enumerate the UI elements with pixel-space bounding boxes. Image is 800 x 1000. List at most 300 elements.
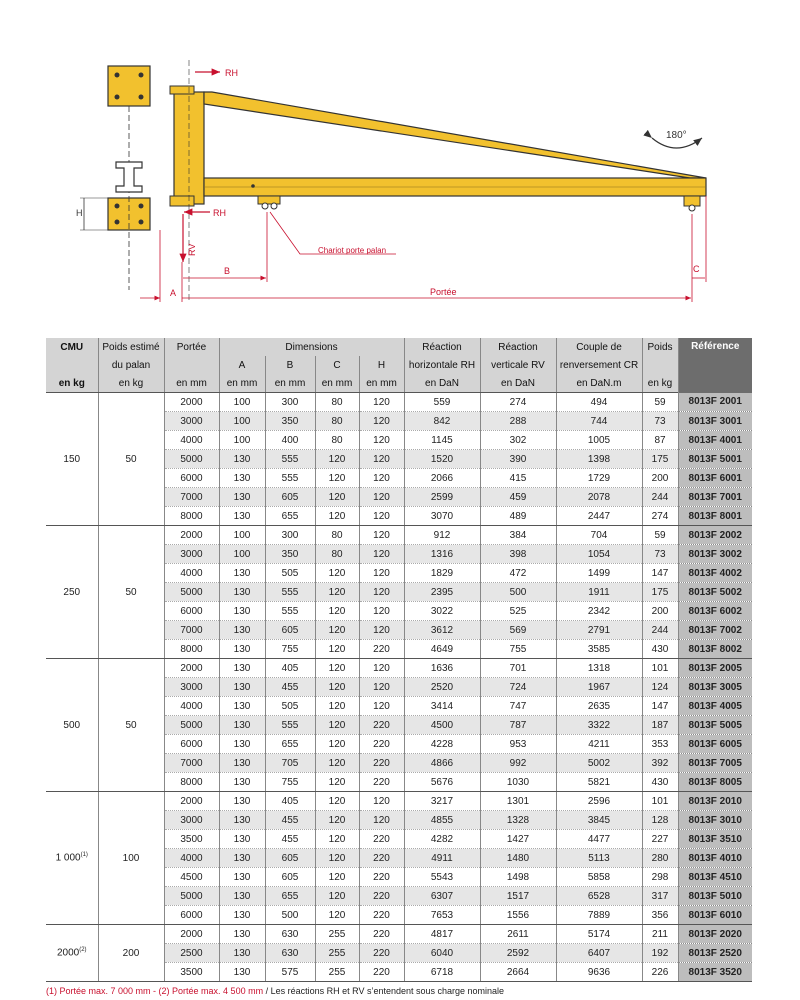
hdr-rh-2: horizontale RH [404, 356, 480, 374]
cell-h: 220 [359, 735, 404, 754]
cell-rv: 302 [480, 431, 556, 450]
cell-rh: 3022 [404, 602, 480, 621]
cell-poids-palan: 200 [98, 925, 164, 982]
cell-cmu [46, 393, 98, 526]
cell-a: 130 [219, 564, 265, 583]
cell-reference: 8013F 3002 [678, 545, 752, 564]
hdr-a-unit: en mm [219, 374, 265, 393]
cell-rv: 2611 [480, 925, 556, 944]
cell-poids: 124 [642, 678, 678, 697]
cell-rv: 415 [480, 469, 556, 488]
cell-portee: 2000 [164, 526, 219, 545]
cell-cr: 5174 [556, 925, 642, 944]
cell-a: 130 [219, 583, 265, 602]
cell-rh: 912 [404, 526, 480, 545]
cell-a: 130 [219, 735, 265, 754]
cell-rv: 2592 [480, 944, 556, 963]
cell-reference: 8013F 8001 [678, 507, 752, 526]
cell-b: 455 [265, 678, 315, 697]
cell-poids: 298 [642, 868, 678, 887]
cell-portee: 7000 [164, 621, 219, 640]
cell-rh: 4500 [404, 716, 480, 735]
cell-rh: 4911 [404, 849, 480, 868]
cell-rv: 384 [480, 526, 556, 545]
cell-cr: 5113 [556, 849, 642, 868]
cell-cr: 2342 [556, 602, 642, 621]
cell-poids: 87 [642, 431, 678, 450]
cell-portee: 3000 [164, 811, 219, 830]
cell-a: 130 [219, 621, 265, 640]
cell-h: 120 [359, 811, 404, 830]
cell-a: 130 [219, 906, 265, 925]
hdr-h-unit: en mm [359, 374, 404, 393]
cell-rv: 787 [480, 716, 556, 735]
cell-poids: 59 [642, 393, 678, 412]
cell-portee: 5000 [164, 887, 219, 906]
cell-a: 100 [219, 526, 265, 545]
cell-portee: 7000 [164, 488, 219, 507]
cell-a: 130 [219, 963, 265, 982]
cell-cr: 5821 [556, 773, 642, 792]
cell-h: 120 [359, 412, 404, 431]
cell-reference: 8013F 2520 [678, 944, 752, 963]
hdr-c-unit: en mm [315, 374, 359, 393]
cell-portee: 2000 [164, 659, 219, 678]
cell-rv: 701 [480, 659, 556, 678]
cell-b: 555 [265, 602, 315, 621]
cell-a: 130 [219, 944, 265, 963]
cell-poids: 175 [642, 583, 678, 602]
hdr-b: B [265, 356, 315, 374]
label-chariot: Chariot porte palan [318, 246, 387, 255]
cell-a: 130 [219, 811, 265, 830]
hdr-cr-2: renversement CR [556, 356, 642, 374]
table-row [46, 925, 752, 944]
cell-b: 555 [265, 583, 315, 602]
cell-rv: 500 [480, 583, 556, 602]
cell-h: 120 [359, 545, 404, 564]
cell-reference: 8013F 7002 [678, 621, 752, 640]
cell-reference: 8013F 3005 [678, 678, 752, 697]
cell-poids: 73 [642, 545, 678, 564]
cell-cr: 2596 [556, 792, 642, 811]
cell-reference: 8013F 8005 [678, 773, 752, 792]
cell-rh: 2520 [404, 678, 480, 697]
cell-reference: 8013F 6002 [678, 602, 752, 621]
cell-h: 220 [359, 830, 404, 849]
cell-c: 120 [315, 602, 359, 621]
cell-c: 120 [315, 830, 359, 849]
cell-c: 120 [315, 849, 359, 868]
hdr-cr-unit: en DaN.m [556, 374, 642, 393]
cell-b: 405 [265, 792, 315, 811]
cell-rv: 1517 [480, 887, 556, 906]
cell-cr: 5858 [556, 868, 642, 887]
cell-b: 555 [265, 716, 315, 735]
cell-poids: 274 [642, 507, 678, 526]
cell-cmu [46, 925, 98, 982]
cell-cr: 4211 [556, 735, 642, 754]
cell-rh: 4228 [404, 735, 480, 754]
cell-cr: 3585 [556, 640, 642, 659]
cell-rh: 559 [404, 393, 480, 412]
cell-b: 575 [265, 963, 315, 982]
cell-h: 220 [359, 716, 404, 735]
cell-poids: 430 [642, 773, 678, 792]
cell-reference: 8013F 8002 [678, 640, 752, 659]
cell-portee: 4000 [164, 431, 219, 450]
cell-b: 705 [265, 754, 315, 773]
hdr-c: C [315, 356, 359, 374]
cell-c: 120 [315, 906, 359, 925]
cell-h: 220 [359, 887, 404, 906]
cell-rh: 1145 [404, 431, 480, 450]
cell-b: 350 [265, 412, 315, 431]
cell-a: 100 [219, 545, 265, 564]
cell-rh: 842 [404, 412, 480, 431]
cell-poids: 147 [642, 564, 678, 583]
cell-cr: 2635 [556, 697, 642, 716]
cell-c: 120 [315, 811, 359, 830]
label-b: B [224, 266, 231, 276]
cell-reference: 8013F 4010 [678, 849, 752, 868]
hdr-h: H [359, 356, 404, 374]
cell-a: 130 [219, 469, 265, 488]
cell-rv: 459 [480, 488, 556, 507]
cell-b: 605 [265, 849, 315, 868]
cell-cr: 6528 [556, 887, 642, 906]
cell-a: 130 [219, 659, 265, 678]
cell-rh: 3414 [404, 697, 480, 716]
hdr-a: A [219, 356, 265, 374]
cell-rh: 7653 [404, 906, 480, 925]
cell-b: 505 [265, 697, 315, 716]
cell-reference: 8013F 4005 [678, 697, 752, 716]
cell-a: 130 [219, 754, 265, 773]
hdr-poids-unit: en kg [642, 374, 678, 393]
cell-poids: 175 [642, 450, 678, 469]
hdr-rv: Réaction [480, 338, 556, 356]
cell-cr: 1005 [556, 431, 642, 450]
cell-rh: 6307 [404, 887, 480, 906]
cell-rh: 3612 [404, 621, 480, 640]
table-row [46, 792, 752, 811]
cell-cr: 704 [556, 526, 642, 545]
cell-a: 130 [219, 716, 265, 735]
cell-poids: 392 [642, 754, 678, 773]
jib-crane-diagram [0, 0, 800, 330]
cell-c: 120 [315, 792, 359, 811]
cell-rv: 953 [480, 735, 556, 754]
cell-poids-palan: 50 [98, 526, 164, 659]
cell-h: 120 [359, 469, 404, 488]
cell-c: 255 [315, 925, 359, 944]
cell-cr: 744 [556, 412, 642, 431]
cmu-note: (2) [79, 947, 87, 954]
cell-reference: 8013F 6010 [678, 906, 752, 925]
cell-portee: 4500 [164, 868, 219, 887]
cell-portee: 6000 [164, 735, 219, 754]
cell-a: 130 [219, 868, 265, 887]
cell-rv: 1030 [480, 773, 556, 792]
cell-c: 120 [315, 735, 359, 754]
hdr-rh: Réaction [404, 338, 480, 356]
cell-rv: 1480 [480, 849, 556, 868]
cell-poids: 244 [642, 488, 678, 507]
cell-portee: 8000 [164, 640, 219, 659]
cell-h: 220 [359, 906, 404, 925]
cell-cr: 1318 [556, 659, 642, 678]
cell-portee: 4000 [164, 564, 219, 583]
cell-a: 130 [219, 830, 265, 849]
cell-c: 255 [315, 944, 359, 963]
cell-b: 605 [265, 488, 315, 507]
cell-b: 555 [265, 469, 315, 488]
cell-reference: 8013F 7005 [678, 754, 752, 773]
table-row [46, 393, 752, 412]
cell-rv: 569 [480, 621, 556, 640]
cell-a: 130 [219, 602, 265, 621]
cell-cr: 1398 [556, 450, 642, 469]
cell-poids: 211 [642, 925, 678, 944]
cell-h: 120 [359, 488, 404, 507]
cmu-value: 500 [63, 719, 81, 731]
cell-rv: 1328 [480, 811, 556, 830]
cell-reference: 8013F 6001 [678, 469, 752, 488]
cell-poids: 430 [642, 640, 678, 659]
cell-c: 120 [315, 469, 359, 488]
cell-cr: 3845 [556, 811, 642, 830]
cell-c: 120 [315, 887, 359, 906]
cell-cr: 3322 [556, 716, 642, 735]
cell-b: 605 [265, 621, 315, 640]
cell-rv: 1301 [480, 792, 556, 811]
cell-reference: 8013F 3510 [678, 830, 752, 849]
cell-rh: 2066 [404, 469, 480, 488]
cell-h: 120 [359, 792, 404, 811]
hdr-cmu-unit: en kg [46, 374, 98, 393]
cell-rh: 5543 [404, 868, 480, 887]
cell-portee: 6000 [164, 602, 219, 621]
cell-rv: 755 [480, 640, 556, 659]
footnote [46, 986, 766, 996]
hdr-dimensions: Dimensions [219, 338, 404, 356]
label-rotation: 180° [666, 130, 687, 141]
cell-rh: 4866 [404, 754, 480, 773]
cell-rh: 3217 [404, 792, 480, 811]
cmu-value: 150 [63, 453, 81, 465]
cell-h: 120 [359, 507, 404, 526]
cell-h: 120 [359, 697, 404, 716]
cell-h: 220 [359, 754, 404, 773]
cell-c: 120 [315, 488, 359, 507]
cell-b: 755 [265, 773, 315, 792]
cell-cmu [46, 659, 98, 792]
hdr-poids-palan: Poids estimé [98, 338, 164, 356]
cell-reference: 8013F 5005 [678, 716, 752, 735]
cell-b: 300 [265, 526, 315, 545]
cell-portee: 3000 [164, 545, 219, 564]
cell-reference: 8013F 2020 [678, 925, 752, 944]
cell-portee: 2000 [164, 792, 219, 811]
cell-cr: 7889 [556, 906, 642, 925]
cell-c: 80 [315, 431, 359, 450]
footnote-reactions: / Les réactions RH et RV s’entendent sous charge nominale [263, 986, 505, 996]
cell-rh: 1829 [404, 564, 480, 583]
cell-a: 130 [219, 887, 265, 906]
cell-rh: 1636 [404, 659, 480, 678]
table-row [46, 526, 752, 545]
hdr-portee: Portée [164, 338, 219, 356]
cell-rv: 992 [480, 754, 556, 773]
cell-rv: 274 [480, 393, 556, 412]
cell-a: 130 [219, 925, 265, 944]
cell-a: 100 [219, 431, 265, 450]
cell-h: 120 [359, 526, 404, 545]
label-rv: RV [187, 243, 197, 256]
cell-c: 120 [315, 621, 359, 640]
cell-h: 220 [359, 773, 404, 792]
cell-b: 755 [265, 640, 315, 659]
cell-poids: 200 [642, 602, 678, 621]
cell-cr: 4477 [556, 830, 642, 849]
cell-rv: 390 [480, 450, 556, 469]
cell-poids: 244 [642, 621, 678, 640]
cell-poids: 73 [642, 412, 678, 431]
cell-a: 130 [219, 450, 265, 469]
cell-rh: 4817 [404, 925, 480, 944]
cell-reference: 8013F 3001 [678, 412, 752, 431]
cell-b: 455 [265, 830, 315, 849]
cell-cr: 1967 [556, 678, 642, 697]
cell-h: 120 [359, 583, 404, 602]
cell-poids: 128 [642, 811, 678, 830]
cell-reference: 8013F 7001 [678, 488, 752, 507]
cell-a: 130 [219, 773, 265, 792]
table-body [46, 393, 752, 982]
hdr-reference: Référence [678, 338, 752, 393]
cell-b: 630 [265, 925, 315, 944]
cell-rv: 1556 [480, 906, 556, 925]
table-row [46, 659, 752, 678]
cell-reference: 8013F 5010 [678, 887, 752, 906]
cell-poids: 101 [642, 659, 678, 678]
cell-rh: 4855 [404, 811, 480, 830]
cell-portee: 7000 [164, 754, 219, 773]
cell-a: 130 [219, 488, 265, 507]
cell-rv: 525 [480, 602, 556, 621]
cell-rh: 6718 [404, 963, 480, 982]
cell-poids: 147 [642, 697, 678, 716]
cell-poids: 226 [642, 963, 678, 982]
cell-c: 255 [315, 963, 359, 982]
label-c: C [693, 264, 700, 274]
cell-portee: 8000 [164, 507, 219, 526]
hdr-portee-2 [164, 356, 219, 374]
cell-h: 220 [359, 868, 404, 887]
cell-c: 120 [315, 697, 359, 716]
cell-poids: 187 [642, 716, 678, 735]
cell-rh: 1520 [404, 450, 480, 469]
cell-b: 655 [265, 887, 315, 906]
cell-h: 220 [359, 944, 404, 963]
cell-rh: 6040 [404, 944, 480, 963]
cell-rv: 489 [480, 507, 556, 526]
cell-rh: 4282 [404, 830, 480, 849]
cell-portee: 2000 [164, 393, 219, 412]
cell-poids: 227 [642, 830, 678, 849]
cell-c: 120 [315, 450, 359, 469]
cell-rv: 472 [480, 564, 556, 583]
cell-c: 80 [315, 526, 359, 545]
cell-h: 120 [359, 431, 404, 450]
cell-b: 605 [265, 868, 315, 887]
cell-a: 130 [219, 507, 265, 526]
cell-portee: 4000 [164, 697, 219, 716]
hdr-poids-palan-2: du palan [98, 356, 164, 374]
cell-cr: 6407 [556, 944, 642, 963]
cell-c: 120 [315, 868, 359, 887]
cmu-value: 1 000 [55, 852, 81, 864]
cell-poids-palan: 50 [98, 393, 164, 526]
label-portee: Portée [430, 287, 457, 297]
hdr-rh-unit: en DaN [404, 374, 480, 393]
cell-h: 120 [359, 564, 404, 583]
hdr-rv-unit: en DaN [480, 374, 556, 393]
cell-b: 400 [265, 431, 315, 450]
cell-poids-palan: 100 [98, 792, 164, 925]
cell-portee: 5000 [164, 583, 219, 602]
cell-b: 300 [265, 393, 315, 412]
end-stop [684, 196, 700, 211]
cell-cr: 5002 [556, 754, 642, 773]
cell-reference: 8013F 4002 [678, 564, 752, 583]
cell-c: 120 [315, 754, 359, 773]
cell-rv: 747 [480, 697, 556, 716]
label-a: A [170, 288, 177, 298]
cell-c: 80 [315, 545, 359, 564]
cell-cr: 2078 [556, 488, 642, 507]
hdr-rv-2: verticale RV [480, 356, 556, 374]
cell-a: 130 [219, 792, 265, 811]
cell-h: 120 [359, 602, 404, 621]
cell-a: 130 [219, 678, 265, 697]
cell-reference: 8013F 4001 [678, 431, 752, 450]
cell-h: 220 [359, 849, 404, 868]
cell-a: 100 [219, 412, 265, 431]
cell-portee: 3500 [164, 830, 219, 849]
cell-c: 80 [315, 412, 359, 431]
cell-a: 100 [219, 393, 265, 412]
cell-reference: 8013F 5001 [678, 450, 752, 469]
cell-reference: 8013F 3520 [678, 963, 752, 982]
crane-tie-bar [204, 92, 706, 178]
cell-cr: 494 [556, 393, 642, 412]
cell-reference: 8013F 2005 [678, 659, 752, 678]
cell-poids: 192 [642, 944, 678, 963]
cell-portee: 5000 [164, 716, 219, 735]
cell-reference: 8013F 3010 [678, 811, 752, 830]
hdr-b-unit: en mm [265, 374, 315, 393]
cell-portee: 6000 [164, 469, 219, 488]
cell-h: 220 [359, 963, 404, 982]
cmu-value: 250 [63, 586, 81, 598]
cell-h: 120 [359, 659, 404, 678]
cmu-value: 2000 [56, 947, 80, 959]
cell-c: 120 [315, 564, 359, 583]
cell-h: 120 [359, 450, 404, 469]
cell-portee: 3000 [164, 412, 219, 431]
